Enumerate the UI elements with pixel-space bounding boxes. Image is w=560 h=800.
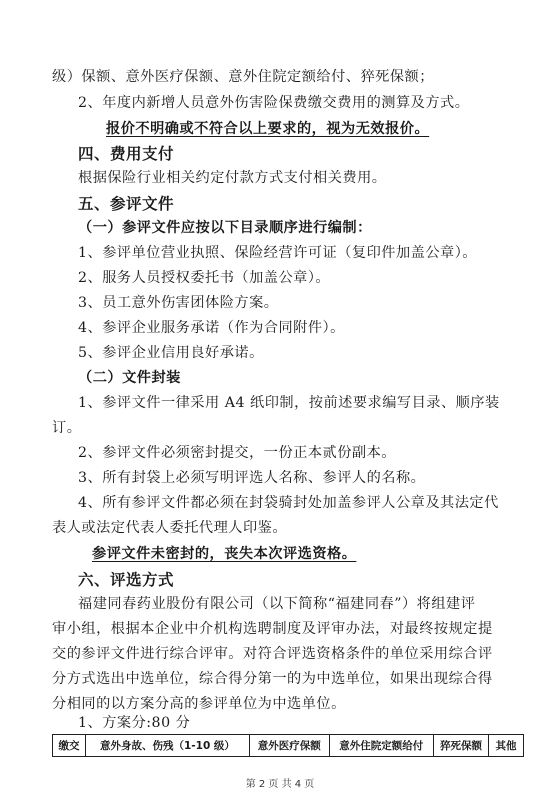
subsection-heading: （二）文件封装 (78, 370, 181, 386)
list-item: 4、参评企业服务承诺（作为合同附件）。 (78, 320, 345, 336)
paragraph-line: 2、年度内新增人员意外伤害险保费缴交费用的测算及方式。 (78, 95, 470, 111)
paragraph-line: 审小组，根据本企业中介机构选聘制度及评审办法，对最终按规定提 (52, 621, 493, 637)
list-item-continuation: 表人或法定代表人委托代理人印鉴。 (52, 520, 288, 536)
section-heading-5: 五、参评文件 (78, 194, 175, 213)
list-item: 1、方案分:80 分 (78, 715, 191, 731)
table-row (53, 735, 524, 757)
page-footer: 第 2 页 共 4 页 (245, 779, 315, 790)
subsection-heading: （一）参评文件应按以下目录顺序进行编制： (78, 220, 372, 236)
table-cell: 缴交 (53, 735, 86, 757)
section-heading-6: 六、评选方式 (78, 570, 175, 589)
paragraph-line: 福建同春药业股份有限公司（以下简称“福建同春”）将组建评 (78, 596, 476, 612)
scoring-table (52, 734, 524, 757)
list-item: 1、参评单位营业执照、保险经营许可证（复印件加盖公章）。 (78, 245, 477, 261)
paragraph-line: 分相同的以方案分高的参评单位为中选单位。 (52, 696, 346, 712)
list-item: 1、参评文件一律采用 A4 纸印制，按前述要求编写目录、顺序装 (78, 395, 500, 411)
list-item: 2、参评文件必须密封提交，一份正本贰份副本。 (78, 445, 396, 461)
list-item-continuation: 订。 (52, 420, 82, 436)
emphasis-note: 报价不明确或不符合以上要求的，视为无效报价。 (106, 121, 430, 137)
paragraph-line: 级）保额、意外医疗保额、意外住院定额给付、猝死保额； (52, 69, 434, 85)
paragraph-line: 交的参评文件进行综合评审。对符合评选资格条件的单位采用综合评 (52, 646, 493, 662)
table-cell: 猝死保额 (433, 735, 488, 757)
table-cell: 意外医疗保额 (249, 735, 329, 757)
paragraph-line: 分方式选出中选单位，综合得分第一的为中选单位，如果出现综合得 (52, 671, 493, 687)
table-cell: 意外身故、伤残（1-10 级） (86, 735, 250, 757)
list-item: 5、参评企业信用良好承诺。 (78, 345, 264, 361)
table-cell: 意外住院定额给付 (329, 735, 433, 757)
section-heading-4: 四、费用支付 (78, 144, 175, 163)
list-item: 3、员工意外伤害团体险方案。 (78, 295, 279, 311)
emphasis-note: 参评文件未密封的，丧失本次评选资格。 (92, 546, 357, 562)
paragraph-line: 根据保险行业相关约定付款方式支付相关费用。 (78, 170, 387, 186)
list-item: 3、所有封袋上必须写明评选人名称、参评人的名称。 (78, 470, 426, 486)
table-cell: 其他 (489, 735, 524, 757)
list-item: 4、所有参评文件都必须在封袋骑封处加盖参评人公章及其法定代 (78, 495, 499, 511)
list-item: 2、服务人员授权委托书（加盖公章）。 (78, 270, 331, 286)
